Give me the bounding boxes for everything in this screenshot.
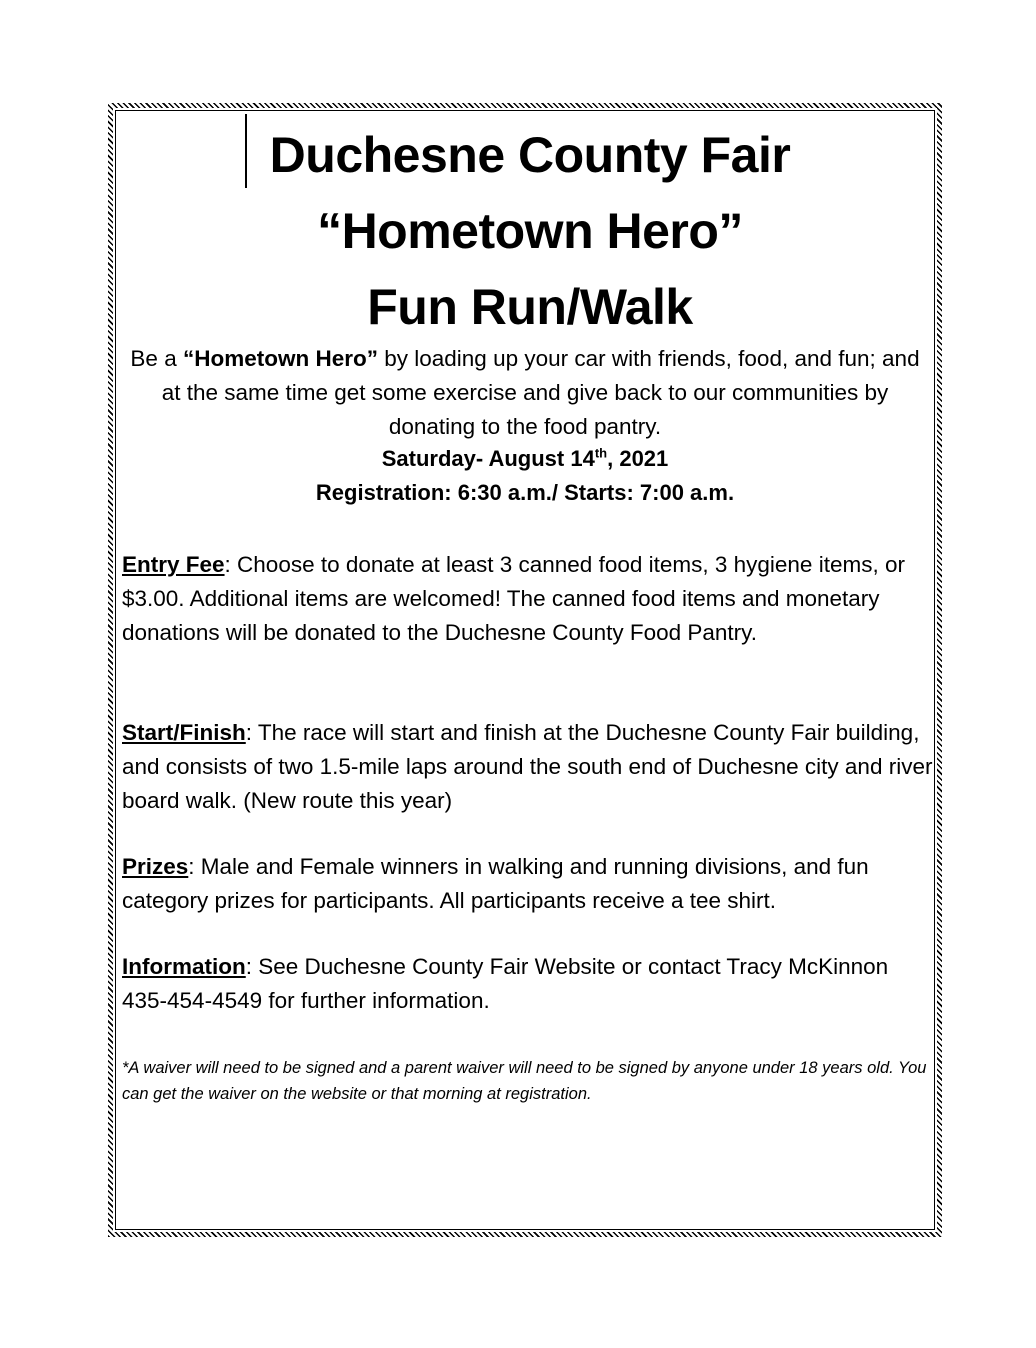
prizes-heading: Prizes xyxy=(122,854,189,879)
registration-time: Registration: 6:30 a.m./ Starts: 7:00 a.m. xyxy=(315,480,735,505)
entry-fee-heading: Entry Fee xyxy=(122,552,225,577)
entry-fee-section xyxy=(122,548,934,650)
title-line-1: Duchesne County Fair xyxy=(269,127,791,183)
intro-emphasis: “Hometown Hero” xyxy=(182,346,378,371)
prizes-section xyxy=(122,850,934,918)
start-finish-section xyxy=(122,716,934,818)
title-line-2: “Hometown Hero” xyxy=(317,203,743,259)
information-text: : See Duchesne County Fair Website or contact Tracy McKinnon 435-454-4549 for further information. xyxy=(122,954,889,1013)
event-date-year: , 2021 xyxy=(607,446,669,471)
event-date-text: Saturday- August 14 xyxy=(381,446,595,471)
start-finish-text: : The race will start and finish at the Duchesne County Fair building, and consists of two 1.5-mile laps around the south end of Duchesne city and river board walk. (New route this year) xyxy=(122,720,933,813)
prizes-text: : Male and Female winners in walking and running divisions, and fun category prizes for participants. All participants receive a tee shirt. xyxy=(122,854,869,913)
event-date-ordinal: th xyxy=(594,445,608,461)
start-finish-heading: Start/Finish xyxy=(122,720,246,745)
information-heading: Information xyxy=(122,954,246,979)
information-section xyxy=(122,950,934,1018)
intro-prefix: Be a xyxy=(130,346,183,371)
title-line-3: Fun Run/Walk xyxy=(367,279,693,335)
entry-fee-text: : Choose to donate at least 3 canned food items, 3 hygiene items, or $3.00. Additional items are welcomed! The canned food items and monetary donations will be donated to the Duchesne County Food Pantry. xyxy=(122,552,905,645)
intro-suffix: by loading up your car with friends, food, and fun; and at the same time get some exercise and give back to our communities by donating to the food pantry. xyxy=(161,346,920,439)
intro-paragraph xyxy=(122,342,928,444)
event-date xyxy=(122,443,928,475)
waiver-note: *A waiver will need to be signed and a parent waiver will need to be signed by anyone under 18 years old. You can get the waiver on the website or that morning at registration. xyxy=(122,1059,927,1103)
